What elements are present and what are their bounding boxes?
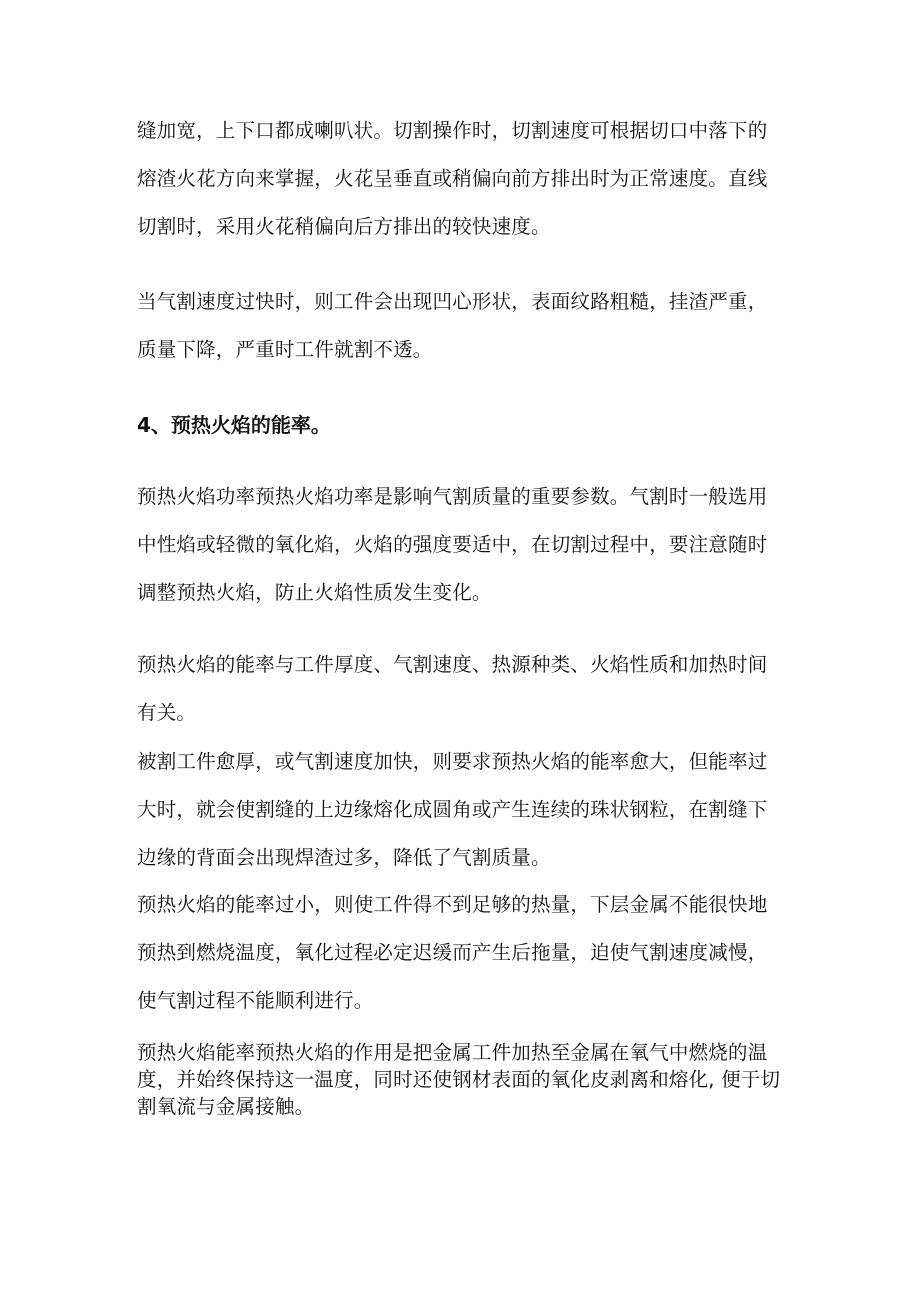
text-line: 预热火焰能率预热火焰的作用是把金属工件加热至金属在氧气中燃烧的温	[137, 1041, 768, 1064]
paragraph-power-too-small	[137, 881, 787, 1025]
paragraph-cutting-speed	[137, 107, 787, 251]
text-line: 割氧流与金属接触。	[137, 1095, 315, 1118]
text-line: 当气割速度过快时，则工件会出现凹心形状，表面纹路粗糙，挂渣严重，	[137, 290, 768, 313]
paragraph-preheat-function	[137, 1039, 787, 1120]
text-line: 质量下降，严重时工件就割不透。	[137, 338, 433, 361]
text-line: 预热火焰的能率与工件厚度、气割速度、热源种类、火焰性质和加热时间	[137, 653, 768, 676]
text-line: 被割工件愈厚，或气割速度加快，则要求预热火焰的能率愈大，但能率过	[137, 750, 768, 773]
text-line: 大时，就会使割缝的上边缘熔化成圆角或产生连续的珠状钢粒，在割缝下	[137, 798, 768, 821]
text-line: 边缘的背面会出现焊渣过多，降低了气割质量。	[137, 846, 551, 869]
paragraph-speed-too-fast	[137, 278, 787, 374]
section-heading: 4、预热火焰的能率。	[137, 413, 331, 437]
text-line: 预热到燃烧温度，氧化过程必定迟缓而产生后拖量，迫使气割速度减慢，	[137, 941, 768, 964]
text-line: 缝加宽，上下口都成喇叭状。切割操作时，切割速度可根据切口中落下的	[137, 119, 768, 142]
text-line: 调整预热火焰，防止火焰性质发生变化。	[137, 581, 492, 604]
paragraph-preheat-power	[137, 473, 787, 617]
text-line: 度，并始终保持这一温度，同时还使钢材表面的氧化皮剥离和熔化, 便于切	[137, 1068, 781, 1091]
text-line: 熔渣火花方向来掌握，火花呈垂直或稍偏向前方排出时为正常速度。直线	[137, 167, 768, 190]
text-line: 预热火焰功率预热火焰功率是影响气割质量的重要参数。气割时一般选用	[137, 485, 768, 508]
paragraph-thick-workpiece	[137, 738, 787, 882]
text-line: 中性焰或轻微的氧化焰，火焰的强度要适中，在切割过程中，要注意随时	[137, 533, 768, 556]
text-line: 切割时，采用火花稍偏向后方排出的较快速度。	[137, 215, 551, 238]
paragraph-preheat-factors	[137, 641, 787, 737]
text-line: 有关。	[137, 701, 197, 724]
text-line: 预热火焰的能率过小，则使工件得不到足够的热量，下层金属不能很快地	[137, 893, 768, 916]
text-line: 使气割过程不能顺利进行。	[137, 989, 374, 1012]
